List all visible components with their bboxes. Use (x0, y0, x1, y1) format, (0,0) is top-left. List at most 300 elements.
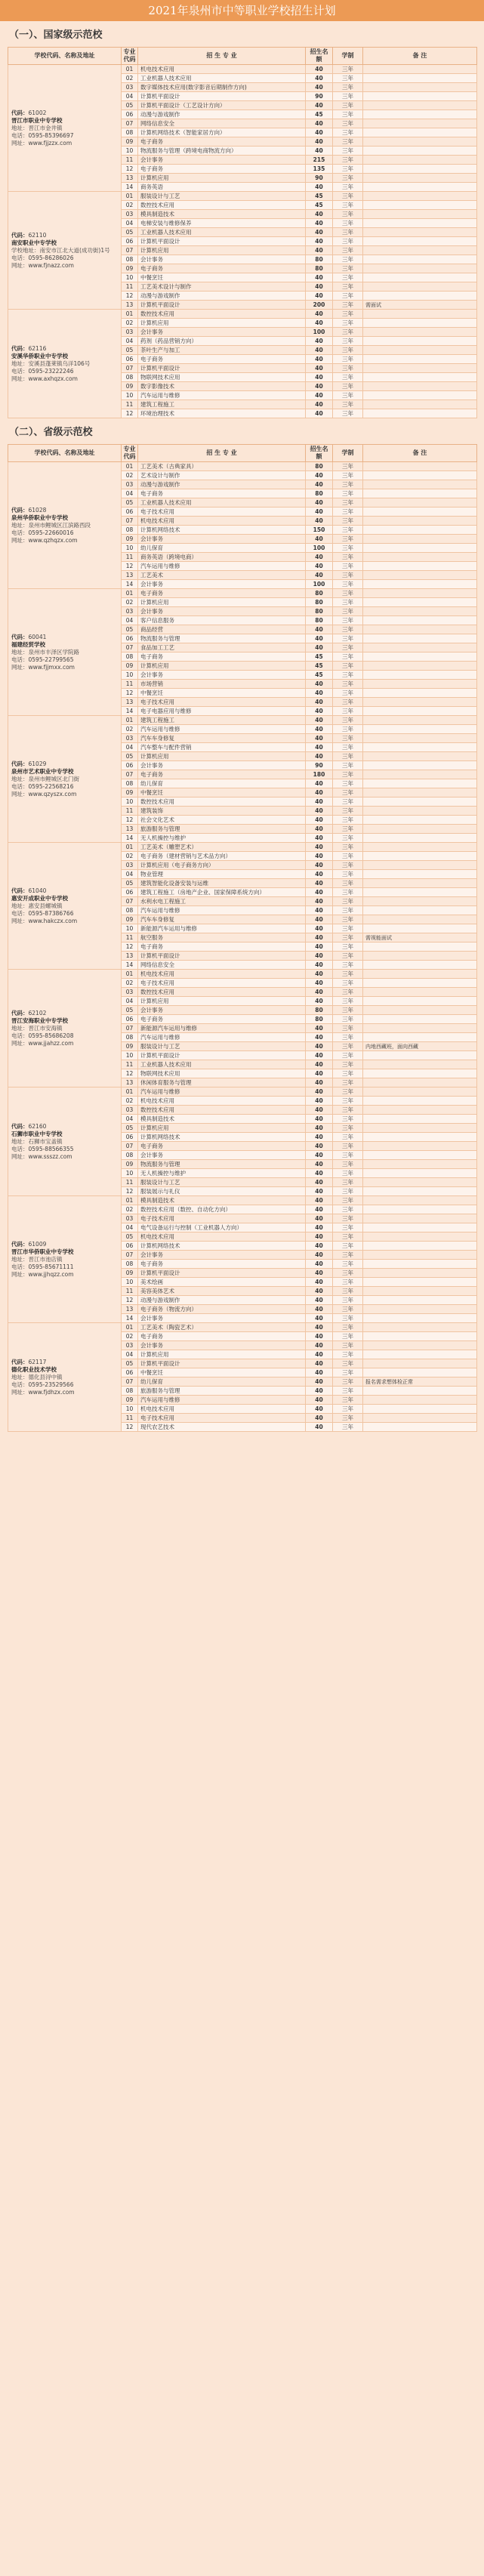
table-row (8, 970, 477, 979)
study-years: 三年 (333, 1033, 363, 1042)
major-name: 会计事务 (138, 1314, 306, 1323)
enrollment-count: 40 (306, 1341, 333, 1350)
study-years: 三年 (333, 373, 363, 382)
enrollment-count: 40 (306, 1087, 333, 1097)
enrollment-count: 40 (306, 282, 333, 292)
major-name: 中餐烹饪 (138, 689, 306, 698)
study-years: 三年 (333, 1115, 363, 1124)
major-code: 08 (122, 373, 138, 382)
enrollment-count: 40 (306, 498, 333, 507)
major-name: 汽车运用与维修 (138, 562, 306, 571)
major-code: 04 (122, 997, 138, 1006)
major-code: 01 (122, 843, 138, 852)
school-code (11, 760, 118, 768)
remark (363, 65, 477, 74)
enrollment-count: 40 (306, 1414, 333, 1423)
remark (363, 571, 477, 580)
school-address: 地址：石狮市宝盖镇 (11, 1137, 63, 1145)
major-name: 茶叶生产与加工 (138, 346, 306, 355)
remark (363, 915, 477, 924)
enrollment-count: 40 (306, 1405, 333, 1414)
major-code: 13 (122, 698, 138, 707)
header-years: 学制 (333, 48, 363, 65)
study-years: 三年 (333, 101, 363, 110)
header-school: 学校代码、名称及地址 (8, 445, 122, 462)
remark (363, 816, 477, 825)
major-name: 电子技术应用 (138, 1414, 306, 1423)
major-name: 电子电器应用与维修 (138, 707, 306, 716)
major-name: 市场营销 (138, 680, 306, 689)
enrollment-count: 40 (306, 1296, 333, 1305)
school-address: 地址：德化县浔中镇 (11, 1373, 63, 1381)
study-years: 三年 (333, 1296, 363, 1305)
study-years: 三年 (333, 400, 363, 409)
enrollment-count: 40 (306, 400, 333, 409)
enrollment-count: 40 (306, 852, 333, 861)
remark (363, 671, 477, 680)
school-website[interactable]: 网址：www.qzhqzx.com (11, 536, 78, 544)
major-code: 10 (122, 1405, 138, 1414)
major-name: 美术绘画 (138, 1278, 306, 1287)
major-code: 06 (122, 237, 138, 246)
major-code: 03 (122, 1106, 138, 1115)
major-name: 物业管理 (138, 870, 306, 879)
enrollment-count: 40 (306, 915, 333, 924)
major-code: 05 (122, 498, 138, 507)
major-name: 计算机应用 (138, 598, 306, 607)
major-name: 工业机器人技术应用 (138, 1060, 306, 1069)
enrollment-count: 40 (306, 1042, 333, 1051)
major-code: 01 (122, 310, 138, 319)
major-code: 12 (122, 1069, 138, 1078)
enrollment-count: 180 (306, 770, 333, 779)
major-name: 数字媒体技术应用(数字影音后期制作方向) (138, 83, 306, 92)
study-years: 三年 (333, 74, 363, 83)
school-name: 晋江安海职业中专学校 (11, 1017, 68, 1024)
school-code-label: 代码： (11, 109, 29, 116)
major-name: 汽车车身修复 (138, 734, 306, 743)
major-name: 数控技术应用 (138, 201, 306, 210)
school-website[interactable]: 网址：www.jjahzz.com (11, 1039, 74, 1047)
enrollment-count: 40 (306, 228, 333, 237)
school-code-value: 61028 (28, 506, 47, 514)
enrollment-count: 45 (306, 110, 333, 119)
major-code: 06 (122, 888, 138, 897)
major-code: 14 (122, 183, 138, 192)
enrollment-count: 40 (306, 471, 333, 480)
major-code: 06 (122, 1242, 138, 1251)
study-years: 三年 (333, 897, 363, 906)
study-years: 三年 (333, 707, 363, 716)
remark: 需面试 (363, 301, 477, 310)
major-name: 中餐烹饪 (138, 1368, 306, 1377)
study-years: 三年 (333, 156, 363, 165)
school-website[interactable]: 网址：www.fjnazz.com (11, 261, 74, 269)
major-name: 建筑工程施工 (138, 716, 306, 725)
major-code: 02 (122, 74, 138, 83)
school-phone: 电话：0595-88566355 (11, 1145, 74, 1152)
major-name: 无人机操控与维护 (138, 1169, 306, 1178)
enrollment-count: 100 (306, 580, 333, 589)
study-years: 三年 (333, 1414, 363, 1423)
major-code: 08 (122, 128, 138, 137)
remark (363, 355, 477, 364)
major-code: 14 (122, 1314, 138, 1323)
major-code: 03 (122, 861, 138, 870)
section-title: （二）、省级示范校 (9, 427, 93, 438)
school-code (11, 110, 118, 117)
major-name: 无人机操控与维护 (138, 834, 306, 843)
school-address: 学校地址：南安市江北大道(成功街)1号 (11, 246, 110, 254)
school-code-label: 代码： (11, 344, 29, 352)
major-code: 13 (122, 1078, 138, 1087)
school-code-value: 62102 (28, 1009, 47, 1017)
study-years: 三年 (333, 1405, 363, 1414)
study-years: 三年 (333, 725, 363, 734)
school-phone: 电话：0595-22568216 (11, 782, 74, 790)
major-code: 10 (122, 273, 138, 282)
enrollment-count: 40 (306, 292, 333, 301)
study-years: 三年 (333, 1078, 363, 1087)
school-code (11, 1123, 118, 1131)
major-code: 13 (122, 174, 138, 183)
school-name: 泉州市艺术职业中专学校 (11, 767, 74, 775)
major-name: 会计事务 (138, 1006, 306, 1015)
school-website[interactable]: 网址：www.fjdhzx.com (11, 1388, 75, 1396)
header-note: 备 注 (363, 445, 477, 462)
remark (363, 192, 477, 201)
remark (363, 825, 477, 834)
major-code: 02 (122, 598, 138, 607)
major-name: 新能源汽车运用与维修 (138, 1024, 306, 1033)
major-name: 电子商务 (138, 1260, 306, 1269)
enrollment-count: 45 (306, 662, 333, 671)
study-years: 三年 (333, 1387, 363, 1396)
enrollment-count: 40 (306, 816, 333, 825)
school-address: 地址：惠安县螺城镇 (11, 902, 63, 909)
major-code: 11 (122, 156, 138, 165)
major-name: 电子商务 (138, 355, 306, 364)
enrollment-count: 80 (306, 589, 333, 598)
study-years: 三年 (333, 689, 363, 698)
remark (363, 979, 477, 988)
major-name: 动漫与游戏制作 (138, 480, 306, 489)
remark (363, 788, 477, 797)
enrollment-count: 40 (306, 1377, 333, 1387)
remark (363, 906, 477, 915)
major-code: 08 (122, 1260, 138, 1269)
major-name: 水利水电工程施工 (138, 897, 306, 906)
major-name: 电子商务 (138, 264, 306, 273)
major-name: 数控技术应用（数控、自动化方向） (138, 1205, 306, 1214)
enrollment-count: 40 (306, 743, 333, 752)
remark (363, 752, 477, 761)
school-website[interactable]: 网址：www.qzyszx.com (11, 790, 77, 797)
remark: 内地西藏班，面向西藏 (363, 1042, 477, 1051)
major-code: 04 (122, 1223, 138, 1232)
major-name: 幼儿保育 (138, 544, 306, 553)
major-code: 11 (122, 553, 138, 562)
enrollment-count: 40 (306, 480, 333, 489)
remark (363, 625, 477, 634)
major-code: 08 (122, 652, 138, 662)
major-code: 07 (122, 897, 138, 906)
major-name: 电子商务 (138, 1332, 306, 1341)
school-name: 安溪华侨职业中专学校 (11, 352, 68, 359)
major-name: 计算机应用 (138, 1124, 306, 1133)
major-name: 艺术设计与制作 (138, 471, 306, 480)
study-years: 三年 (333, 643, 363, 652)
remark (363, 743, 477, 752)
study-years: 三年 (333, 1169, 363, 1178)
major-name: 工艺美术（雕塑艺术） (138, 843, 306, 852)
major-code: 11 (122, 400, 138, 409)
enrollment-count: 40 (306, 273, 333, 282)
remark (363, 382, 477, 391)
school-website[interactable]: 网址：www.fjjmxx.com (11, 663, 75, 671)
major-name: 航空服务 (138, 933, 306, 942)
major-code: 08 (122, 255, 138, 264)
remark (363, 698, 477, 707)
enrollment-count: 80 (306, 264, 333, 273)
major-name: 汽车运用与维修 (138, 1396, 306, 1405)
major-code: 07 (122, 1251, 138, 1260)
remark (363, 128, 477, 137)
remark (363, 970, 477, 979)
study-years: 三年 (333, 1015, 363, 1024)
remark (363, 507, 477, 517)
study-years: 三年 (333, 137, 363, 147)
major-code: 03 (122, 1341, 138, 1350)
school-code (11, 232, 118, 239)
major-name: 电子商务 (138, 137, 306, 147)
remark (363, 1015, 477, 1024)
school-code-label: 代码： (11, 760, 29, 767)
study-years: 三年 (333, 870, 363, 879)
major-name: 工艺美术（古典家具） (138, 462, 306, 471)
table-row (8, 716, 477, 725)
major-name: 汽车运用与维修 (138, 906, 306, 915)
school-code-value: 62110 (28, 231, 47, 239)
major-code: 02 (122, 1097, 138, 1106)
study-years: 三年 (333, 319, 363, 328)
study-years: 三年 (333, 210, 363, 219)
school-code-value: 62160 (28, 1122, 47, 1130)
major-code: 02 (122, 201, 138, 210)
major-name: 商品经营 (138, 625, 306, 634)
enrollment-count: 40 (306, 1278, 333, 1287)
remark: 报名需求想体检正常 (363, 1377, 477, 1387)
major-code: 12 (122, 816, 138, 825)
major-code: 03 (122, 734, 138, 743)
study-years: 三年 (333, 1377, 363, 1387)
major-code: 10 (122, 544, 138, 553)
study-years: 三年 (333, 843, 363, 852)
remark (363, 346, 477, 355)
school-code-label: 代码： (11, 1009, 29, 1017)
major-name: 工艺美术设计与制作 (138, 282, 306, 292)
remark (363, 1196, 477, 1205)
study-years: 三年 (333, 915, 363, 924)
school-website[interactable]: 网址：www.hakczx.com (11, 917, 78, 924)
major-name: 现代农艺技术 (138, 1423, 306, 1432)
major-name: 电子技术应用 (138, 507, 306, 517)
enrollment-count: 40 (306, 1214, 333, 1223)
major-name: 计算机网络技术 (138, 1133, 306, 1142)
remark (363, 598, 477, 607)
enrollment-count: 40 (306, 1323, 333, 1332)
enrollment-count: 40 (306, 1350, 333, 1359)
enrollment-count: 40 (306, 1060, 333, 1069)
study-years: 三年 (333, 1087, 363, 1097)
school-website[interactable]: 网址：www.fjjzzx.com (11, 139, 72, 147)
study-years: 三年 (333, 734, 363, 743)
enrollment-count: 40 (306, 797, 333, 807)
remark (363, 1251, 477, 1260)
remark (363, 246, 477, 255)
major-name: 物联网技术应用 (138, 373, 306, 382)
remark (363, 462, 477, 471)
study-years: 三年 (333, 337, 363, 346)
study-years: 三年 (333, 409, 363, 418)
study-years: 三年 (333, 1006, 363, 1015)
major-code: 09 (122, 915, 138, 924)
remark (363, 1178, 477, 1187)
enrollment-count: 40 (306, 1142, 333, 1151)
enrollment-count: 40 (306, 507, 333, 517)
school-code-label: 代码： (11, 1122, 29, 1130)
study-years: 三年 (333, 743, 363, 752)
plan-table (8, 444, 477, 1432)
remark (363, 74, 477, 83)
major-code: 06 (122, 110, 138, 119)
study-years: 三年 (333, 634, 363, 643)
enrollment-count: 45 (306, 192, 333, 201)
major-name: 计算机平面设计 (138, 1269, 306, 1278)
enrollment-count: 40 (306, 237, 333, 246)
school-cell (8, 1196, 122, 1323)
enrollment-count: 40 (306, 1160, 333, 1169)
enrollment-count: 40 (306, 246, 333, 255)
school-website[interactable]: 网址：www.ssszz.com (11, 1152, 72, 1160)
enrollment-count: 100 (306, 328, 333, 337)
enrollment-count: 40 (306, 571, 333, 580)
remark (363, 137, 477, 147)
study-years: 三年 (333, 273, 363, 282)
remark (363, 1423, 477, 1432)
enrollment-count: 80 (306, 1006, 333, 1015)
enrollment-count: 40 (306, 698, 333, 707)
study-years: 三年 (333, 952, 363, 961)
major-name: 计算机应用 (138, 1350, 306, 1359)
major-code: 06 (122, 1015, 138, 1024)
major-code: 04 (122, 1350, 138, 1359)
major-name: 旅游服务与管理 (138, 825, 306, 834)
sections-container (0, 27, 484, 1432)
major-code: 08 (122, 779, 138, 788)
major-name: 建筑工程施工（房地产企业、国家保障系统方向） (138, 888, 306, 897)
study-years: 三年 (333, 264, 363, 273)
section-title: （一）、国家级示范校 (9, 29, 103, 41)
major-name: 电子商务（建材营销与艺术品方向） (138, 852, 306, 861)
study-years: 三年 (333, 1124, 363, 1133)
study-years: 三年 (333, 1214, 363, 1223)
major-name: 计算机平面设计 (138, 952, 306, 961)
study-years: 三年 (333, 128, 363, 137)
study-years: 三年 (333, 979, 363, 988)
school-website[interactable]: 网址：www.jjhqzz.com (11, 1270, 74, 1278)
remark (363, 562, 477, 571)
enrollment-count: 40 (306, 183, 333, 192)
enrollment-count: 40 (306, 382, 333, 391)
enrollment-count: 40 (306, 1033, 333, 1042)
study-years: 三年 (333, 382, 363, 391)
major-code: 02 (122, 852, 138, 861)
enrollment-count: 40 (306, 128, 333, 137)
enrollment-count: 40 (306, 906, 333, 915)
major-code: 13 (122, 571, 138, 580)
study-years: 三年 (333, 228, 363, 237)
study-years: 三年 (333, 92, 363, 101)
study-years: 三年 (333, 906, 363, 915)
major-code: 02 (122, 319, 138, 328)
school-code-label: 代码： (11, 231, 29, 239)
major-name: 计算机应用 (138, 319, 306, 328)
study-years: 三年 (333, 1205, 363, 1214)
major-code: 06 (122, 1133, 138, 1142)
study-years: 三年 (333, 797, 363, 807)
enrollment-count: 40 (306, 1359, 333, 1368)
remark (363, 662, 477, 671)
enrollment-count: 40 (306, 625, 333, 634)
major-name: 服装设计与工艺 (138, 192, 306, 201)
study-years: 三年 (333, 671, 363, 680)
enrollment-count: 40 (306, 1269, 333, 1278)
study-years: 三年 (333, 282, 363, 292)
major-name: 旅游服务与管理 (138, 1387, 306, 1396)
major-name: 计算机应用 (138, 752, 306, 761)
major-code: 13 (122, 1305, 138, 1314)
school-website[interactable]: 网址：www.axhqzx.com (11, 375, 78, 382)
enrollment-count: 40 (306, 1169, 333, 1178)
remark (363, 1169, 477, 1178)
major-code: 12 (122, 562, 138, 571)
remark (363, 879, 477, 888)
major-code: 14 (122, 961, 138, 970)
study-years: 三年 (333, 616, 363, 625)
study-years: 三年 (333, 1260, 363, 1269)
remark (363, 1414, 477, 1423)
remark (363, 952, 477, 961)
school-phone: 电话：0595-85396697 (11, 131, 74, 139)
enrollment-count: 80 (306, 462, 333, 471)
remark (363, 409, 477, 418)
major-name: 会计事务 (138, 156, 306, 165)
major-name: 汽车运用与维修 (138, 725, 306, 734)
enrollment-count: 45 (306, 671, 333, 680)
major-code: 04 (122, 870, 138, 879)
enrollment-count: 80 (306, 598, 333, 607)
study-years: 三年 (333, 1350, 363, 1359)
major-name: 汽车车身修复 (138, 915, 306, 924)
major-name: 汽车运用与维修 (138, 1087, 306, 1097)
major-name: 会计事务 (138, 255, 306, 264)
major-code: 12 (122, 942, 138, 952)
school-code (11, 887, 118, 895)
enrollment-count: 40 (306, 1387, 333, 1396)
remark (363, 480, 477, 489)
remark (363, 319, 477, 328)
